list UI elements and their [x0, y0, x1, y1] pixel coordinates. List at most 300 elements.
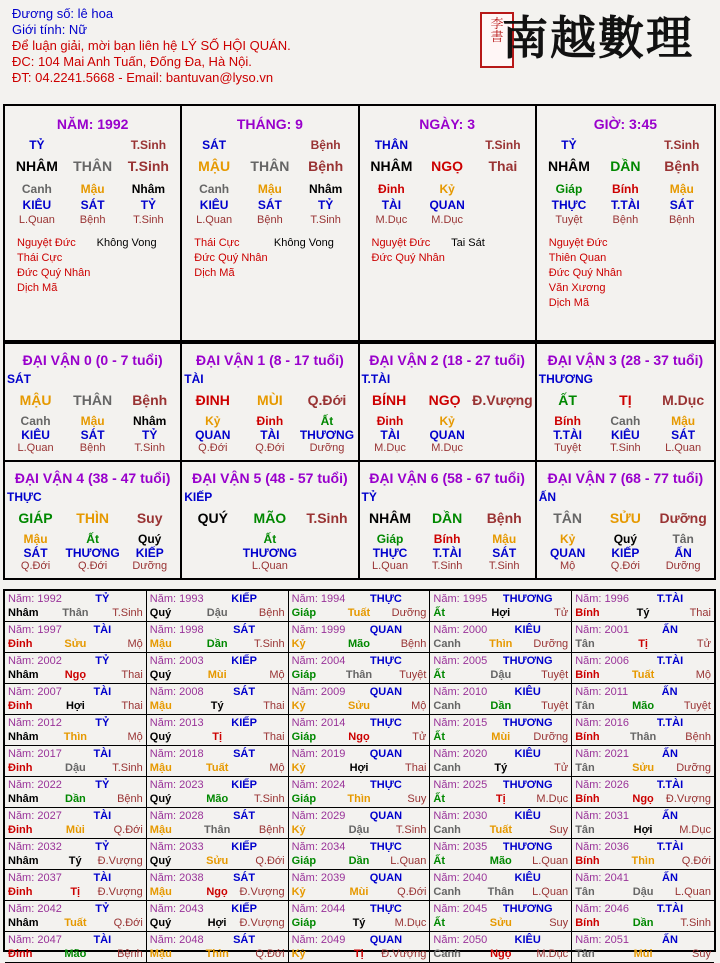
year-top — [433, 840, 568, 854]
year-phase: Tử — [554, 762, 569, 774]
year-cell — [572, 715, 714, 746]
year-god: SÁT — [233, 686, 256, 698]
year-stem: Quý — [149, 731, 172, 743]
year-god: TỶ — [95, 779, 110, 791]
year-branch: Dần — [490, 700, 512, 712]
pillar-stem-branch-row — [186, 158, 353, 174]
year-stem: Bính — [575, 917, 600, 929]
pillar-hidden-gods-row-cell: THỰC — [551, 198, 587, 212]
pillar-god-row-cell — [242, 138, 298, 152]
pillar-phase-row-cell: T.Sinh — [133, 214, 164, 226]
dai-van-god-row-cell — [654, 372, 712, 386]
dai-van-god-row-cell — [241, 372, 298, 386]
dai-van-hidden-gods-row-cell — [476, 428, 533, 442]
star-item: Văn Xương — [548, 282, 606, 294]
year-bottom — [292, 761, 427, 775]
year-bottom — [150, 792, 285, 806]
year-phase: T.Sinh — [112, 607, 143, 619]
year-phase: Mộ — [127, 731, 143, 743]
year-label: Năm: 2020 — [433, 748, 488, 760]
year-top — [292, 902, 427, 916]
year-stem: Ất — [433, 731, 445, 743]
dai-van-god-row-cell: THƯƠNG — [538, 372, 593, 386]
year-bottom — [433, 792, 568, 806]
year-label: Năm: 1997 — [8, 624, 62, 636]
pillar-hidden-gods-row-cell: SÁT — [669, 198, 694, 212]
dai-van-phase-row-cell: L.Quan — [665, 442, 702, 454]
star-item — [451, 251, 531, 266]
year-bottom — [292, 637, 427, 651]
dai-van-phase-row — [539, 442, 712, 454]
year-god: TỶ — [95, 903, 110, 915]
year-god: KIẾP — [231, 655, 257, 667]
year-label: Năm: 2011 — [575, 686, 629, 698]
year-phase: Bệnh — [117, 948, 143, 960]
dai-van-stem-branch-row-cell: MÃO — [253, 510, 287, 526]
year-phase: Suy — [549, 917, 569, 929]
year-phase: Suy — [407, 793, 427, 805]
dai-van-hidden-gods-row-cell: SÁT — [671, 428, 696, 442]
pillar-stem-branch-row-cell: THÂN — [250, 158, 290, 174]
year-god: KIÊU — [514, 748, 541, 760]
year-god: T.TÀI — [656, 593, 684, 605]
year-top — [150, 623, 285, 637]
year-label: Năm: 2021 — [575, 748, 629, 760]
dai-van-hidden-gods-row-cell: SÁT — [492, 546, 517, 560]
dai-van-phase-row-cell — [476, 442, 533, 454]
year-phase: Đ.Vượng — [665, 793, 711, 805]
star-item: Dịch Mã — [194, 267, 235, 279]
year-label: Năm: 2039 — [291, 872, 346, 884]
pillar-hidden-gods-row-cell: TÀI — [381, 198, 402, 212]
year-phase: Tuyệt — [541, 700, 569, 712]
year-label: Năm: 2005 — [433, 655, 488, 667]
pillar-god-row-cell — [419, 138, 475, 152]
year-top — [575, 685, 711, 699]
pillar-god-row — [541, 138, 710, 152]
year-bottom — [575, 730, 711, 744]
year-label: Năm: 2032 — [8, 841, 62, 853]
year-top — [8, 871, 143, 885]
pillar-god-row-cell: TỶ — [561, 138, 577, 152]
dai-van-god-row — [539, 490, 712, 504]
dai-van-hidden-gods-row-cell: QUAN — [429, 428, 465, 442]
year-cell — [572, 808, 714, 839]
year-label: Năm: 2037 — [8, 872, 62, 884]
dai-van-hidden-stems-row — [539, 532, 712, 546]
dai-van-hidden-gods-row-cell — [184, 546, 241, 560]
year-label: Năm: 2034 — [291, 841, 346, 853]
year-stem: Quý — [149, 793, 172, 805]
year-cell — [5, 932, 147, 963]
year-top — [8, 623, 143, 637]
year-branch: Thìn — [347, 793, 371, 805]
year-branch: Sửu — [489, 917, 512, 929]
pillar-hidden-stems-row — [186, 182, 353, 196]
pillar-phase-row — [186, 214, 353, 226]
dai-van-hidden-gods-row-cell: TÀI — [260, 428, 280, 442]
dai-van-hidden-stems-row-cell: Tân — [672, 532, 694, 546]
pillar-stem-branch-row-cell: THÂN — [73, 158, 113, 174]
year-branch: Thìn — [631, 855, 655, 867]
logo-title: 南越數理 — [502, 11, 694, 65]
year-bottom — [292, 699, 427, 713]
year-label: Năm: 2016 — [575, 717, 629, 729]
pillar-phase-row-cell: Bệnh — [612, 214, 639, 226]
year-phase: Bệnh — [685, 731, 711, 743]
year-cell — [289, 901, 431, 932]
dai-van-stem-branch-row-cell: ẤT — [558, 392, 577, 408]
year-god: THƯƠNG — [502, 593, 553, 605]
year-god: QUAN — [369, 686, 403, 698]
year-god: THỰC — [370, 593, 402, 605]
dai-van-god-row-cell — [419, 372, 476, 386]
pillar-3 — [537, 106, 714, 340]
pillar-hidden-gods-row-cell: SÁT — [80, 198, 105, 212]
dai-van-hidden-stems-row-cell: Kỷ — [439, 414, 455, 428]
star-item — [274, 251, 354, 266]
year-label: Năm: 2013 — [149, 717, 204, 729]
year-stem: Canh — [433, 762, 461, 774]
year-cell — [289, 932, 431, 963]
star-item — [629, 266, 710, 281]
year-cell — [430, 839, 572, 870]
year-branch: Tị — [638, 638, 648, 650]
year-phase: Tuyệt — [541, 669, 569, 681]
dai-van-stem-branch-row-cell: NGỌ — [428, 392, 461, 408]
year-god: T.TÀI — [656, 655, 684, 667]
dai-van-stem-branch-row-cell: M.Dục — [662, 392, 705, 408]
year-top — [575, 778, 711, 792]
year-branch: Mùi — [491, 731, 511, 743]
dai-van-god-row-cell — [121, 372, 178, 386]
year-phase: T.Sinh — [680, 917, 711, 929]
pillar-stem-branch-row-cell: DẦN — [610, 158, 641, 174]
year-top — [8, 778, 143, 792]
year-stem: Tân — [575, 886, 595, 898]
year-label: Năm: 1998 — [149, 624, 204, 636]
year-cell — [289, 715, 431, 746]
year-cell — [5, 901, 147, 932]
dai-van-hidden-stems-row — [7, 414, 178, 428]
dai-van-hidden-stems-row-cell: Canh — [610, 414, 641, 428]
year-stem: Bính — [575, 793, 600, 805]
year-cell — [572, 591, 714, 622]
year-god: KIẾP — [231, 903, 257, 915]
dai-van-hidden-gods-row-cell: KIẾP — [611, 546, 640, 560]
year-label: Năm: 2025 — [433, 779, 488, 791]
year-bottom — [433, 761, 568, 775]
year-phase: Bệnh — [258, 824, 285, 836]
year-phase: Đ.Vượng — [97, 886, 143, 898]
year-phase: Tuyệt — [683, 700, 711, 712]
dai-van-god-row-cell: TỶ — [361, 490, 377, 504]
dai-van-god-row — [362, 490, 533, 504]
dai-van-stem-branch-row-cell: Q.Đới — [307, 392, 347, 408]
pillar-stem-branch-row-cell: Bệnh — [664, 158, 700, 174]
year-phase: Thai — [404, 762, 427, 774]
year-stem: Mậu — [149, 762, 172, 774]
dai-van-god-row-cell: ẤN — [538, 490, 557, 504]
dai-van-stem-branch-row — [7, 392, 178, 408]
dai-van-phase-row-cell: L.Quan — [251, 560, 288, 572]
year-phase: Q.Đới — [113, 824, 143, 836]
year-god: KIẾP — [231, 841, 257, 853]
dai-van-god-row-cell: SÁT — [7, 372, 31, 386]
dai-van-hidden-stems-row-cell: Kỷ — [559, 532, 576, 546]
year-top — [575, 747, 711, 761]
dai-van-phase-row — [184, 442, 355, 454]
dai-van-1 — [182, 342, 359, 460]
year-god: THỰC — [370, 655, 402, 667]
dai-van-title: ĐẠI VẬN 1 (8 - 17 tuổi) — [195, 352, 344, 368]
pillar-stars — [186, 236, 353, 281]
pillar-hidden-gods-row — [541, 198, 710, 212]
year-cell — [289, 839, 431, 870]
year-cell — [572, 746, 714, 777]
star-item: Nguyệt Đức — [371, 237, 431, 249]
year-phase: Dưỡng — [391, 607, 427, 619]
year-cell — [147, 870, 289, 901]
dai-van-phase-row — [362, 560, 533, 572]
year-bottom — [292, 885, 427, 899]
pillar-hidden-gods-row-cell: KIÊU — [22, 198, 52, 212]
dai-van-hidden-gods-row — [362, 546, 533, 560]
year-branch: Mùi — [65, 824, 85, 836]
year-god: THỰC — [370, 841, 402, 853]
year-god: ẤN — [662, 934, 678, 946]
year-god: ẤN — [662, 624, 678, 636]
year-label: Năm: 2049 — [291, 934, 346, 946]
year-branch: Dần — [206, 638, 228, 650]
dai-van-stem-branch-row-cell: MẬU — [19, 392, 52, 408]
dai-van-stem-branch-row-cell: Đ.Vượng — [472, 392, 533, 408]
pillar-hidden-stems-row-cell: Nhâm — [131, 182, 166, 196]
year-stem: Giáp — [291, 917, 317, 929]
dai-van-god-row-cell — [476, 372, 533, 386]
year-label: Năm: 2043 — [149, 903, 204, 915]
dai-van-stem-branch-row-cell: Bệnh — [486, 510, 522, 526]
dai-van-phase-row-cell — [298, 560, 355, 572]
year-label: Năm: 2015 — [433, 717, 488, 729]
year-bottom — [433, 916, 568, 930]
year-branch: Tý — [636, 607, 650, 619]
year-cell — [147, 746, 289, 777]
year-bottom — [8, 637, 143, 651]
dai-van-stem-branch-row — [362, 510, 533, 526]
year-cell — [430, 715, 572, 746]
pillar-god-row-cell: TỶ — [29, 138, 45, 152]
year-phase: M.Dục — [536, 793, 569, 805]
dai-van-phase-row-cell: M.Dục — [431, 442, 463, 454]
year-branch: Mão — [489, 855, 512, 867]
dai-van-god-row-cell: KIẾP — [184, 490, 213, 504]
year-stem: Giáp — [291, 793, 317, 805]
dai-van-title: ĐẠI VẬN 4 (38 - 47 tuổi) — [14, 470, 171, 486]
dai-van-hidden-stems-row-cell: Ất — [320, 414, 334, 428]
year-bottom — [8, 606, 143, 620]
dai-van-stem-branch-row — [539, 510, 712, 526]
year-branch: Thìn — [489, 638, 513, 650]
year-branch: Tý — [352, 917, 366, 929]
pillar-stem-branch-row — [541, 158, 710, 174]
year-cell — [147, 932, 289, 963]
year-phase: Suy — [549, 824, 569, 836]
year-top — [575, 902, 711, 916]
year-god: TỶ — [95, 655, 110, 667]
year-phase: Bệnh — [258, 607, 285, 619]
pillar-hidden-stems-row-cell: Giáp — [555, 182, 583, 196]
year-stem: Nhâm — [8, 793, 39, 805]
pillar-0 — [5, 106, 182, 340]
year-label: Năm: 2033 — [149, 841, 204, 853]
dai-van-god-row-cell — [476, 490, 533, 504]
year-stem: Đinh — [8, 762, 33, 774]
pillar-hidden-stems-row-cell: Kỷ — [439, 182, 455, 196]
star-item — [629, 236, 710, 251]
pillar-hidden-stems-row-cell: Bính — [612, 182, 639, 196]
year-bottom — [575, 916, 711, 930]
pillar-stem-branch-row-cell: T.Sinh — [127, 158, 169, 174]
year-top — [150, 654, 285, 668]
year-bottom — [8, 916, 143, 930]
year-cell — [147, 622, 289, 653]
dai-van-god-row-cell — [121, 490, 178, 504]
pillar-hidden-stems-row — [9, 182, 176, 196]
pillar-god-row-cell — [65, 138, 121, 152]
star-item: Dịch Mã — [17, 282, 58, 294]
year-branch: Mùi — [349, 886, 369, 898]
year-stem: Đinh — [8, 948, 33, 960]
year-phase: Tử — [554, 607, 569, 619]
pillar-phase-row-cell: Bệnh — [668, 214, 695, 226]
dai-van-hidden-stems-row-cell: Canh — [20, 414, 51, 428]
dai-van-hidden-stems-row-cell: Ất — [86, 532, 99, 546]
dai-van-hidden-stems-row — [362, 414, 533, 428]
dai-van-stem-branch-row-cell: DẦN — [431, 510, 463, 526]
dai-van-phase-row — [362, 442, 533, 454]
dai-van-hidden-stems-row — [184, 532, 355, 546]
dai-van-phase-row-cell — [184, 560, 241, 572]
pillar-phase-row-cell: Tuyệt — [555, 214, 583, 226]
year-god: KIÊU — [514, 686, 541, 698]
year-bottom — [150, 947, 285, 961]
pillar-god-row — [9, 138, 176, 152]
year-branch: Mão — [64, 948, 87, 960]
year-cell — [430, 622, 572, 653]
year-phase: L.Quan — [390, 855, 427, 867]
year-label: Năm: 1992 — [8, 593, 62, 605]
year-god: TÀI — [93, 872, 112, 884]
dai-van-hidden-gods-row-cell: ẤN — [674, 546, 692, 560]
year-stem: Kỷ — [291, 762, 306, 774]
year-branch: Mùi — [633, 948, 653, 960]
year-bottom — [150, 761, 285, 775]
year-bottom — [575, 637, 711, 651]
year-stem: Canh — [433, 700, 461, 712]
year-cell — [5, 653, 147, 684]
year-stem: Kỷ — [291, 700, 306, 712]
year-branch: Hợi — [491, 607, 511, 619]
year-stem: Nhâm — [8, 607, 39, 619]
dai-van-stem-branch-row-cell: SỬU — [609, 510, 641, 526]
year-god: TÀI — [93, 934, 112, 946]
year-cell — [430, 901, 572, 932]
pillar-god-row-cell: THÂN — [374, 138, 409, 152]
year-top — [8, 654, 143, 668]
year-label: Năm: 2040 — [433, 872, 488, 884]
year-god: QUAN — [369, 624, 403, 636]
year-cell — [430, 746, 572, 777]
year-top — [292, 871, 427, 885]
year-label: Năm: 2041 — [575, 872, 629, 884]
annual-grid — [3, 589, 716, 960]
year-god: KIẾP — [231, 779, 257, 791]
year-bottom — [575, 854, 711, 868]
pillar-stars — [541, 236, 710, 311]
dai-van-stem-branch-row-cell: ĐINH — [195, 392, 230, 408]
year-branch: Sửu — [632, 762, 655, 774]
year-branch: Hợi — [633, 824, 653, 836]
year-cell — [430, 777, 572, 808]
year-top — [8, 809, 143, 823]
pillar-hidden-gods-row-cell: TỶ — [317, 198, 334, 212]
pillar-hidden-stems-row — [364, 182, 531, 196]
year-cell — [289, 591, 431, 622]
year-branch: Ngọ — [64, 669, 87, 681]
year-bottom — [575, 761, 711, 775]
dai-van-hidden-stems-row-cell: Quý — [138, 532, 162, 546]
year-cell — [5, 715, 147, 746]
pillar-phase-row-cell: L.Quan — [196, 214, 233, 226]
year-stem: Kỷ — [291, 824, 306, 836]
year-top — [292, 592, 427, 606]
pillar-stem-branch-row-cell: Thai — [488, 158, 518, 174]
year-label: Năm: 2042 — [8, 903, 62, 915]
year-phase: M.Dục — [394, 917, 427, 929]
pillar-title: NGÀY: 3 — [419, 116, 475, 132]
pillar-hidden-stems-row-cell: Mậu — [669, 182, 694, 196]
year-cell — [289, 870, 431, 901]
year-god: TỶ — [95, 841, 110, 853]
year-top — [150, 871, 285, 885]
year-top — [292, 840, 427, 854]
dai-van-phase-row-cell: Bệnh — [79, 442, 106, 454]
year-label: Năm: 2006 — [575, 655, 629, 667]
year-branch: Tý — [210, 700, 224, 712]
year-label: Năm: 2014 — [291, 717, 346, 729]
year-branch: Dần — [632, 917, 654, 929]
year-top — [8, 840, 143, 854]
year-bottom — [292, 668, 427, 682]
pillar-hidden-stems-row-cell: Mậu — [80, 182, 105, 196]
dai-van-hidden-gods-row-cell: KIẾP — [135, 546, 164, 560]
year-stem: Tân — [575, 762, 595, 774]
dai-van-phase-row-cell: L.Quan — [371, 560, 409, 572]
year-phase: Tử — [412, 731, 427, 743]
pillar-stem-branch-row-cell: NHÂM — [547, 158, 590, 174]
dai-van-hidden-stems-row-cell — [184, 532, 241, 546]
year-stem: Bính — [575, 669, 600, 681]
dai-van-title: ĐẠI VẬN 5 (48 - 57 tuổi) — [192, 470, 348, 486]
dai-van-hidden-gods-row-cell: SÁT — [23, 546, 48, 560]
year-stem: Ất — [433, 793, 445, 805]
dai-van-stem-branch-row-cell: BÍNH — [372, 392, 407, 408]
year-god: THƯƠNG — [502, 655, 553, 667]
dai-van-hidden-gods-row-cell: KIÊU — [21, 428, 50, 442]
dai-van-hidden-stems-row — [539, 414, 712, 428]
year-cell — [147, 839, 289, 870]
